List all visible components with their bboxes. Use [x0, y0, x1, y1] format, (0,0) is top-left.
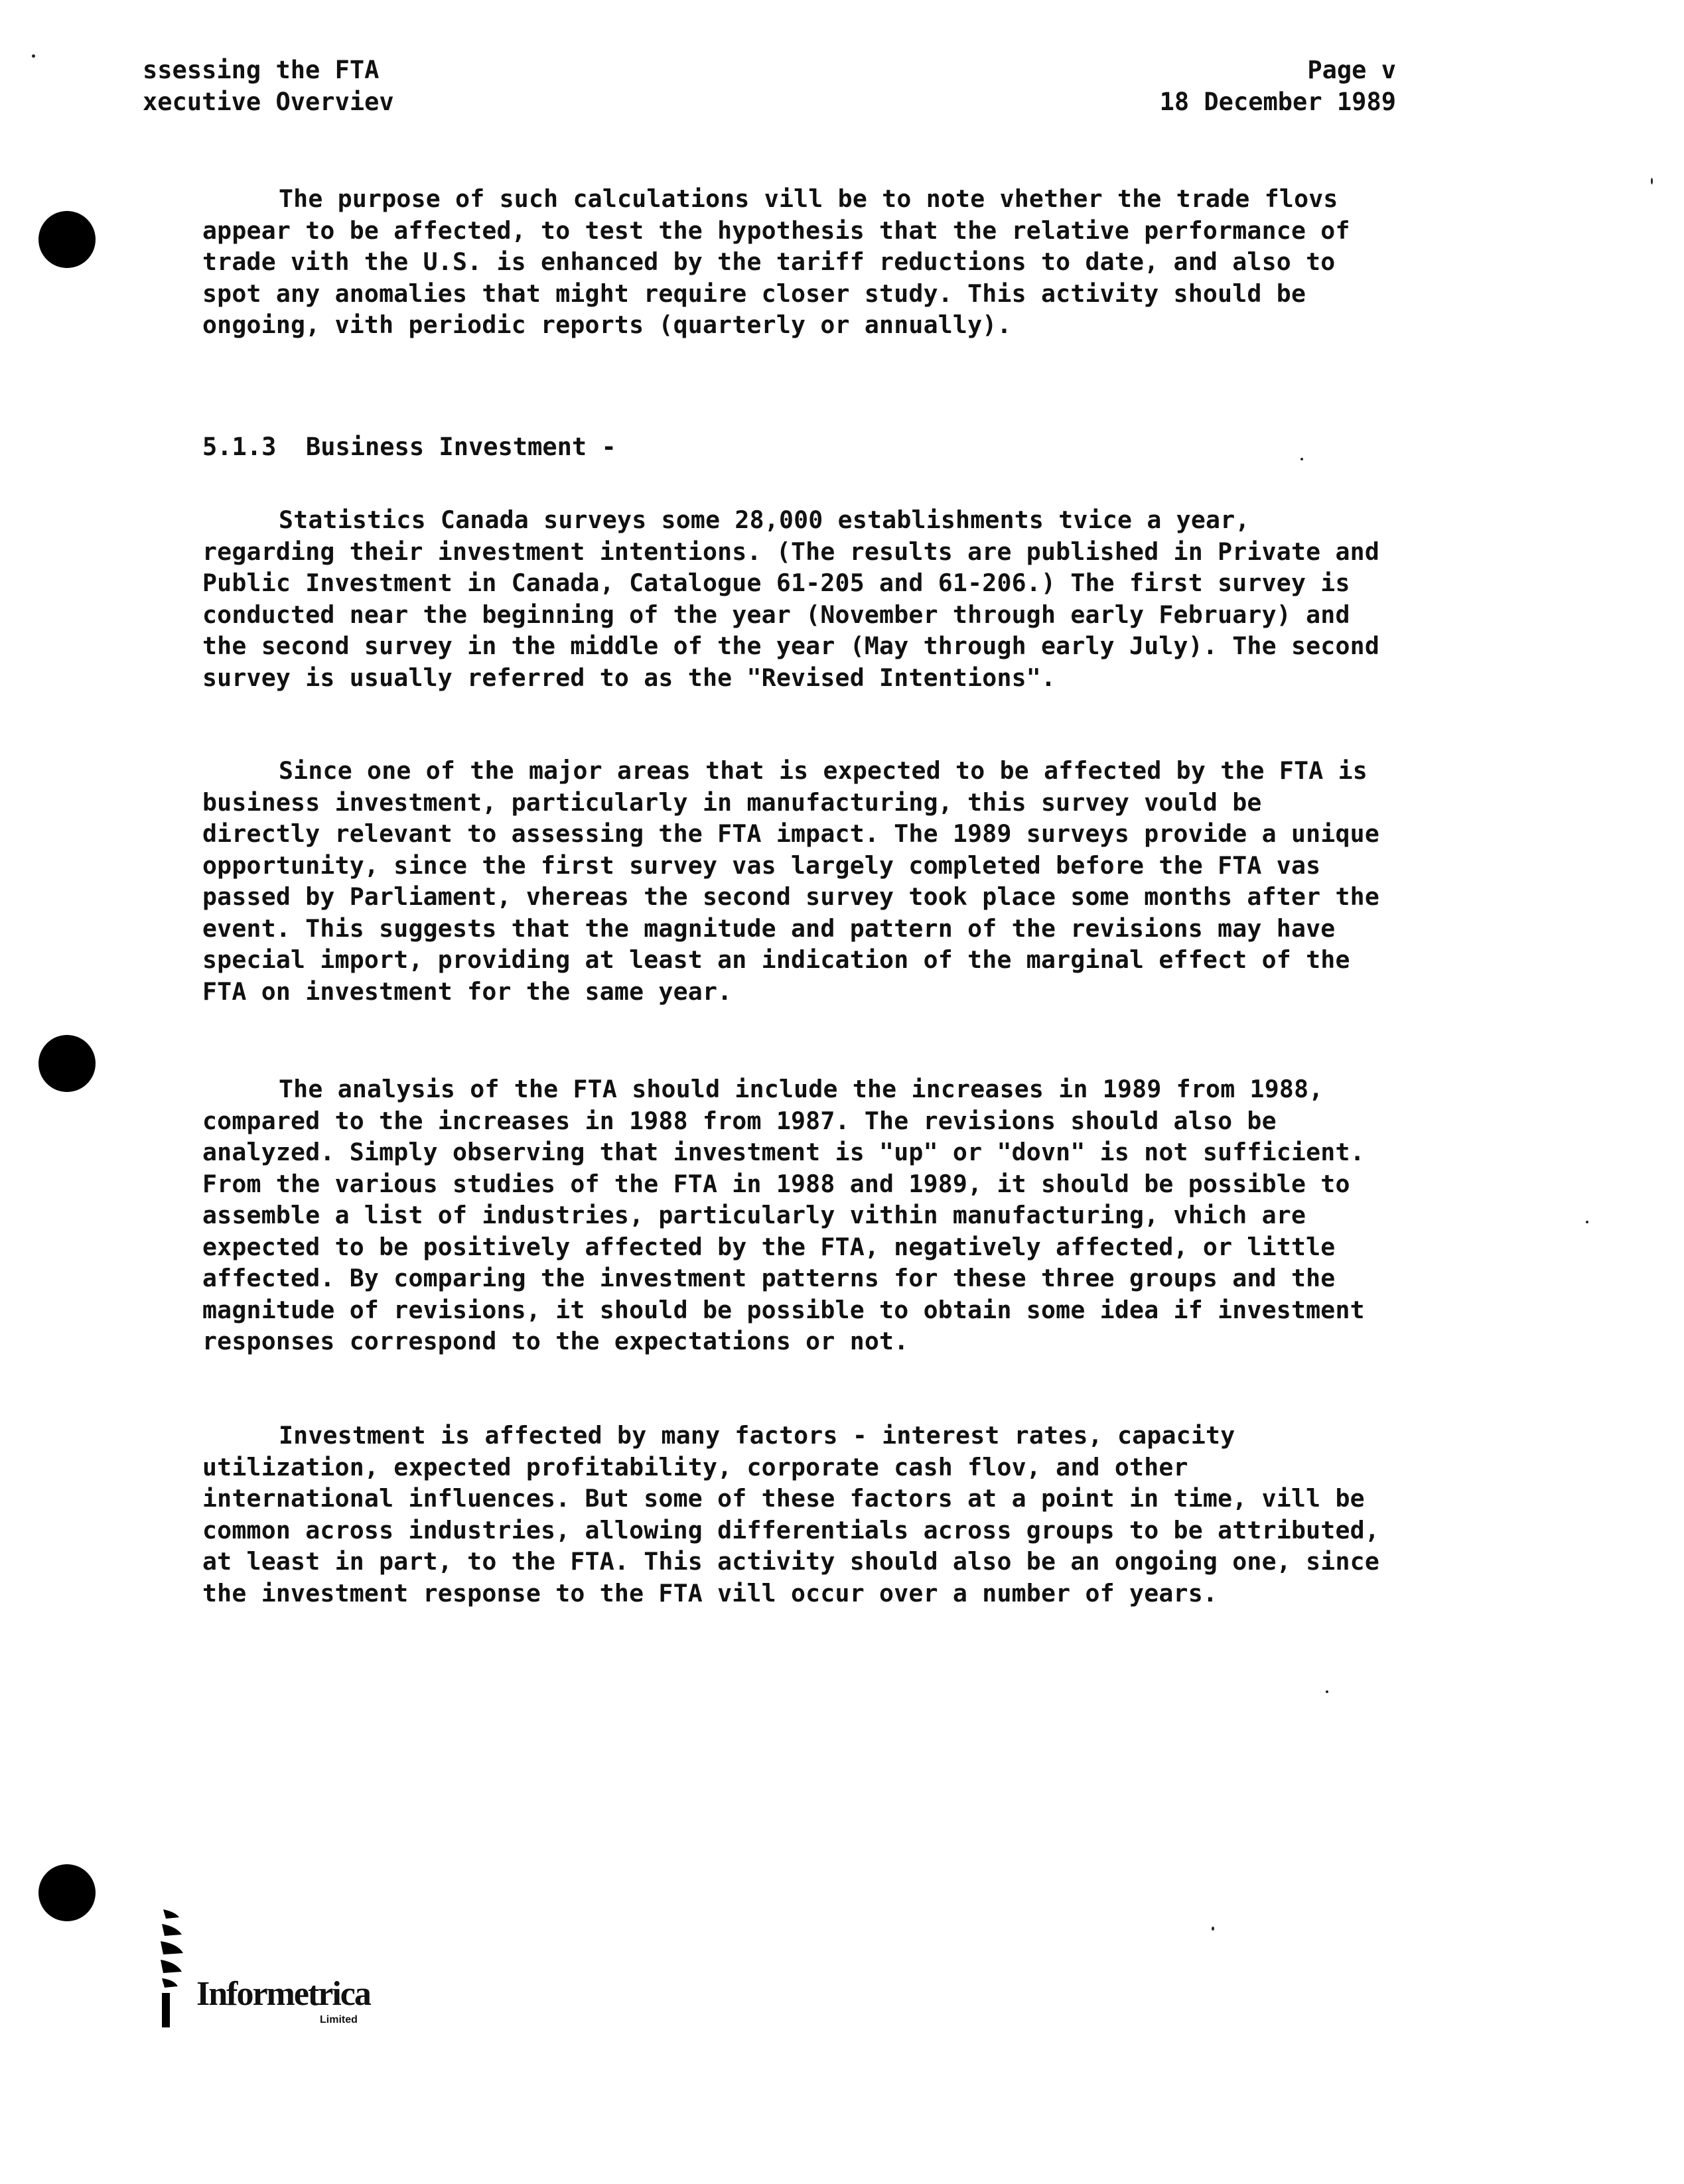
- header-date: 18 December 1989: [1159, 88, 1396, 116]
- informetrica-logo: [157, 1904, 409, 2030]
- binder-hole-top: [38, 211, 96, 268]
- header-subtitle: xecutive Overviev: [143, 88, 394, 116]
- paragraph-major-areas: Since one of the major areas that is expected to be affected by the FTA is business investment, particularly in manufacturing, this survey vould be directly relevant to assessing the FTA impact. The 1989 surveys provide a unique opportunity, since the first survey vas largely completed before the FTA vas passed by Parliament, vhereas the second survey took place some months after the event. This suggests that the magnitude and pattern of the revisions may have special import, providing at least an indication of the marginal effect of the FTA on investment for the same year.: [202, 756, 1379, 1006]
- scan-speck: [1651, 178, 1653, 184]
- paragraph-analysis: The analysis of the FTA should include the increases in 1989 from 1988, compared to the increases in 1988 from 1987. The revisions should also be analyzed. Simply observing that investment is "up" or "dovn" is not sufficient. From the various studies of the FTA in 1988 and 1989, it should be possible to assemble a list of industries, particularly vithin manufacturing, vhich are expected to be positively affected by the FTA, negatively affected, or little affected. By comparing the investment patterns for these three groups and the magnitude of revisions, it should be possible to obtain some idea if investment responses correspond to the expectations or not.: [202, 1075, 1365, 1355]
- section-heading: 5.1.3 Business Investment -: [202, 433, 616, 461]
- running-header-left: [143, 54, 394, 118]
- page-number: Page v: [1307, 56, 1396, 84]
- logo-subtitle: Limited: [320, 2014, 358, 2025]
- running-header-right: [1160, 54, 1396, 118]
- logo-mark-icon: [157, 1904, 196, 2030]
- scan-speck: [1212, 1927, 1214, 1931]
- binder-hole-middle: [38, 1035, 96, 1092]
- paragraph-investment-factors: Investment is affected by many factors - interest rates, capacity utilization, expected profitability, corporate cash flov, and other international influences. But some of these factors at a point in time, vill be common across industries, allowing differentials across groups to be attributed, at least in part, to the FTA. This activity should also be an ongoing one, since the investment response to the FTA vill occur over a number of years.: [202, 1421, 1379, 1607]
- header-title: ssessing the FTA: [143, 56, 380, 84]
- paragraph-calculations: The purpose of such calculations vill be to note vhether the trade flovs appear to be affected, to test the hypothesis that the relative performance of trade vith the U.S. is enhanced by the tariff reductions to date, and also to spot any anomalies that might require closer study. This activity should be ongoing, vith periodic reports (quarterly or annually).: [202, 184, 1350, 339]
- scan-speck: [1300, 458, 1303, 460]
- scan-speck: [32, 54, 35, 58]
- binder-hole-bottom: [38, 1864, 96, 1921]
- logo-wordmark: Informetrica: [196, 1975, 370, 2013]
- scan-speck: [1326, 1690, 1328, 1693]
- paragraph-statistics-canada: Statistics Canada surveys some 28,000 establishments tvice a year, regarding their investment intentions. (The results are published in Private and Public Investment in Canada, Catalogue 61-205 and 61-206.) The first survey is conducted near the beginning of the year (November through early February) and the second survey in the middle of the year (May through early July). The second survey is usually referred to as the "Revised Intentions".: [202, 506, 1379, 692]
- scan-speck: [1586, 1221, 1588, 1223]
